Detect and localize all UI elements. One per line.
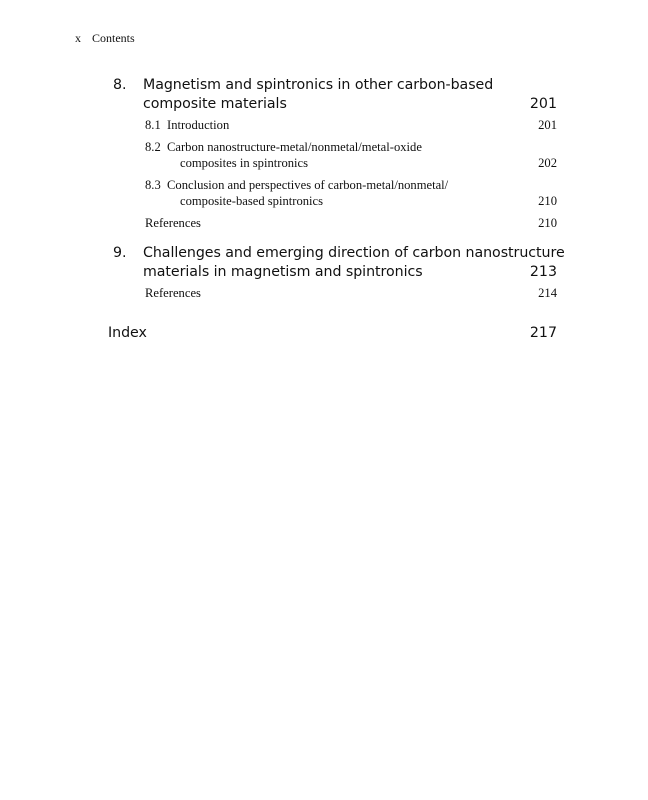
chapter-number: 8. [113, 77, 127, 93]
running-header-title: Contents [92, 31, 135, 45]
section-page-number: 201 [538, 118, 557, 132]
section-title-line1[interactable]: Introduction [167, 118, 230, 132]
section-title-line2[interactable]: composites in spintronics [180, 156, 309, 170]
chapter-number: 9. [113, 245, 127, 261]
index-label[interactable]: Index [108, 325, 147, 341]
chapter-title-line2[interactable]: materials in magnetism and spintronics [143, 264, 423, 280]
chapter-title-line1[interactable]: Magnetism and spintronics in other carbon-based [143, 77, 494, 93]
section-page-number: 202 [538, 156, 557, 170]
section-number: 8.3 [145, 178, 161, 192]
section-title-line2[interactable]: composite-based spintronics [180, 194, 324, 208]
section-page-number: 210 [538, 216, 557, 230]
section-number: 8.1 [145, 118, 161, 132]
chapter-page-number: 201 [529, 96, 557, 112]
chapter-title-line2[interactable]: composite materials [143, 96, 287, 112]
index-page-number: 217 [529, 325, 557, 341]
section-number: 8.2 [145, 140, 161, 154]
chapter-page-number: 213 [529, 264, 557, 280]
section-page-number: 210 [538, 194, 557, 208]
section-title-line1[interactable]: References [145, 286, 201, 300]
section-page-number: 214 [538, 286, 557, 300]
section-title-line1[interactable]: References [145, 216, 201, 230]
chapter-title-line1[interactable]: Challenges and emerging direction of carbon nanostructure [143, 245, 565, 261]
section-title-line1[interactable]: Carbon nanostructure-metal/nonmetal/metal-oxide [167, 140, 422, 154]
section-title-line1[interactable]: Conclusion and perspectives of carbon-metal/nonmetal/ [167, 178, 449, 192]
page-number-roman: x [75, 31, 81, 45]
